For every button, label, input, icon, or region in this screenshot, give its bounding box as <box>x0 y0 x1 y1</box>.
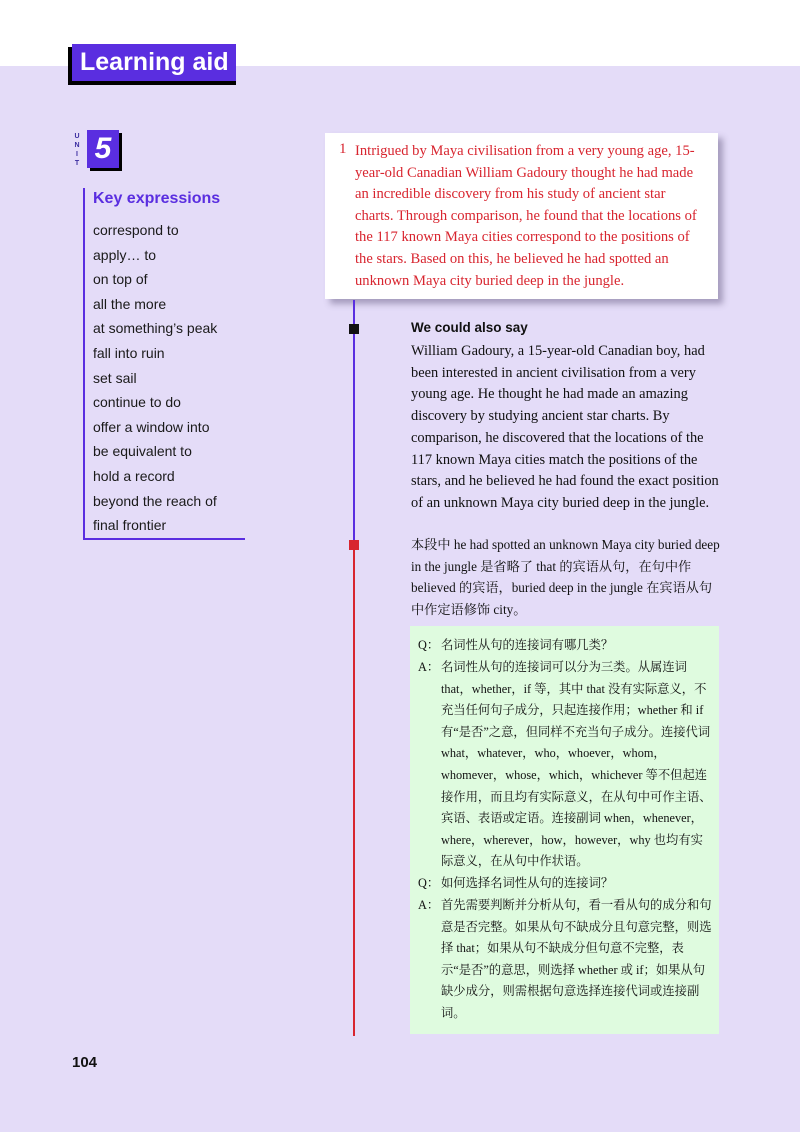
unit-label <box>72 132 82 168</box>
key-expression-item: fall into ruin <box>93 344 165 361</box>
paragraph-number: 1 <box>339 141 347 157</box>
unit-number-badge: 5 <box>87 130 119 168</box>
qa-text: 首先需要判断并分析从句，看一看从句的成分和句意是否完整。如果从句不缺成分且句意完整，则选择 that；如果从句不缺成分但句意不完整，表示“是否”的意思，则选择 whether 或 if；如果从句缺少成分，则需根据句意选择连接代词或连接副词。 <box>441 898 712 1020</box>
timeline-line-red <box>353 544 355 1036</box>
qa-label: A： <box>418 898 440 912</box>
qa-item <box>418 657 713 873</box>
qa-item <box>418 635 713 657</box>
qa-text: 名词性从句的连接词可以分为三类。从属连词 that，whether，if 等，其中 that 没有实际意义，不充当任何句子成分，只起连接作用；whether 和 if 有“是否”之意，但同样不充当句子成分。连接代词 what，whatever，who，whoever，whom，whomever，whose，which，whichever 等不但起连接作用，而且均有实际意义，在从句中可作主语、宾语、表语或定语。连接副词 when，whenever，where，wherever，how，however，why 也均有实际意义，在从句中作状语。 <box>441 660 712 869</box>
qa-label: A： <box>418 660 440 674</box>
qa-text: 如何选择名词性从句的连接词？ <box>441 876 614 890</box>
key-expression-item: offer a window into <box>93 418 210 435</box>
original-paragraph: Intrigued by Maya civilisation from a very young age, 15-year-old Canadian William Gadoury thought he had made an incredible discovery from his study of ancient star charts. Through comparison, he found that the locations of the 117 known Maya cities correspond to the positions of the stars. Based on this, he believed he had spotted an unknown Maya city buried deep in the jungle. <box>355 143 697 289</box>
key-expression-item: on top of <box>93 271 148 288</box>
timeline-line-purple <box>353 300 355 544</box>
unit-letter: N <box>74 142 80 149</box>
key-expression-item: set sail <box>93 369 137 386</box>
unit-letter: I <box>76 151 78 158</box>
unit-letter: T <box>74 160 80 167</box>
square-marker-icon <box>349 540 359 550</box>
key-expression-item: hold a record <box>93 467 175 484</box>
key-expressions-panel <box>83 188 245 540</box>
grammar-note: 本段中 he had spotted an unknown Maya city buried deep in the jungle 是省略了 that 的宾语从句，在句中作 believed 的宾语，buried deep in the jungle 在宾语从句中作定语修饰 city。 <box>411 537 720 617</box>
unit-letter: U <box>74 133 80 140</box>
key-expression-item: be equivalent to <box>93 443 192 460</box>
key-expression-item: correspond to <box>93 222 179 238</box>
qa-label: Q： <box>418 638 440 652</box>
key-expression-item: all the more <box>93 295 167 312</box>
also-say-paragraph: William Gadoury, a 15-year-old Canadian boy, had been interested in ancient civilisation from a very young age. He thought he had made an amazing discovery by studying ancient star charts. By comparison, he discovered that the locations of the 117 known Maya cities match the positions of the stars, and he believed he had found the exact position of an unknown Maya city buried deep in the jungle. <box>411 343 719 511</box>
square-marker-icon <box>349 324 359 334</box>
key-expression-item: beyond the reach of <box>93 492 217 509</box>
qa-item <box>418 873 713 895</box>
qa-text: 名词性从句的连接词有哪几类？ <box>441 638 614 652</box>
qa-item <box>418 895 713 1025</box>
key-expressions-list <box>93 218 217 538</box>
qa-label: Q： <box>418 876 440 890</box>
key-expression-item: final frontier <box>93 517 167 534</box>
key-expression-item: at something’s peak <box>93 320 218 337</box>
page-number: 104 <box>72 1054 98 1071</box>
original-text-box <box>325 133 718 299</box>
also-say-title: We could also say <box>411 320 528 335</box>
key-expression-item: continue to do <box>93 394 181 411</box>
qa-panel <box>410 626 719 1034</box>
key-expressions-title: Key expressions <box>93 190 221 207</box>
learning-aid-title: Learning aid <box>72 44 236 81</box>
key-expression-item: apply… to <box>93 246 157 263</box>
